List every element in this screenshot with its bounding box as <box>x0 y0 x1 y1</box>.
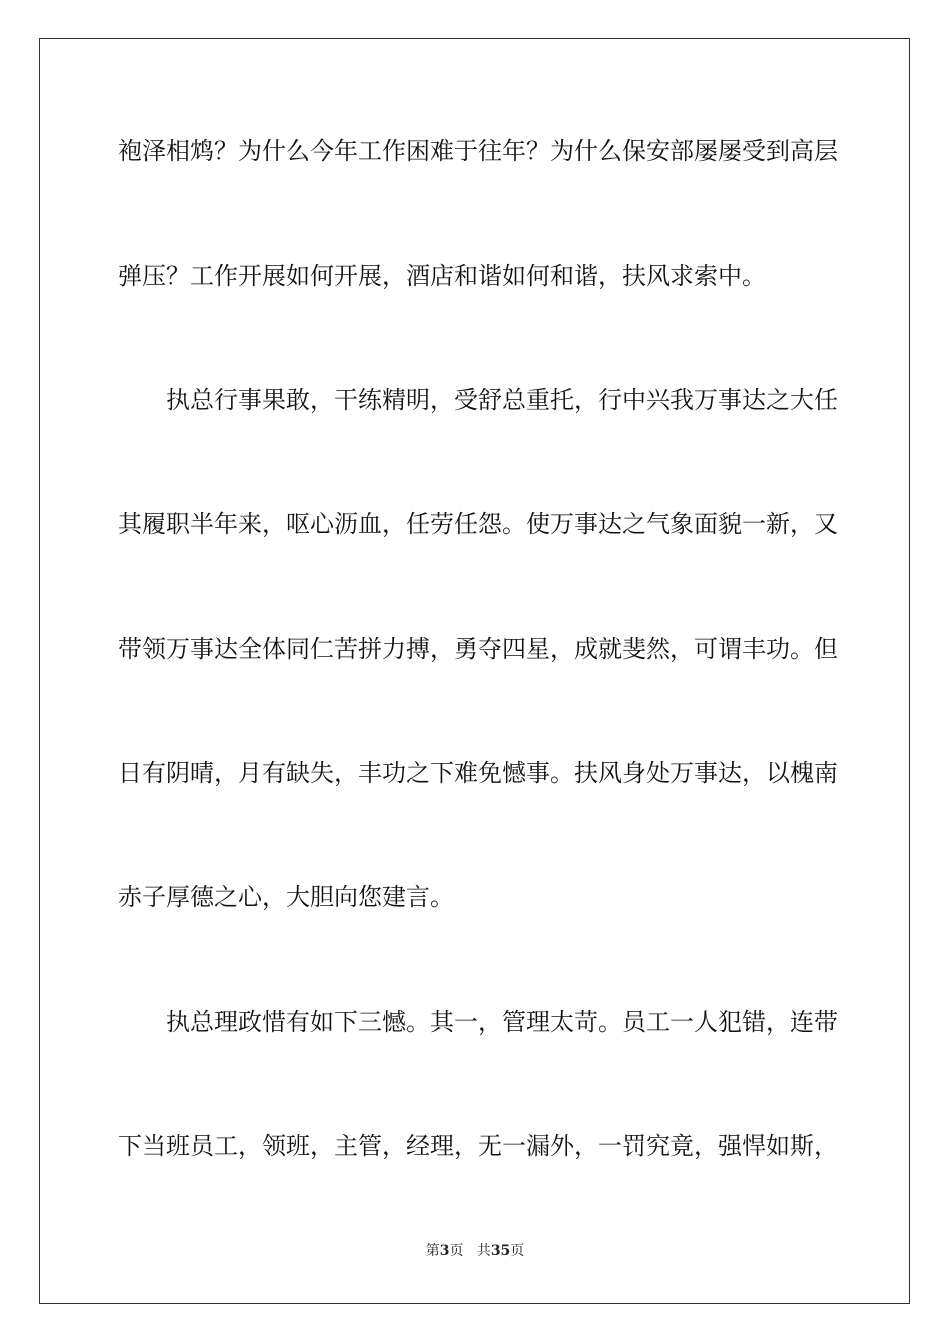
footer-total-pages: 35 <box>490 1243 511 1259</box>
footer-total-suffix: 页 <box>510 1243 525 1259</box>
footer-total-prefix: 共 <box>476 1243 491 1259</box>
footer-page-number: 3 <box>439 1243 450 1259</box>
text-line-7: 赤子厚德之心，大胆向您建言。 <box>118 883 454 911</box>
page-footer <box>0 1242 950 1260</box>
text-line-6: 日有阴晴，月有缺失，丰功之下难免憾事。扶风身处万事达，以槐南 <box>118 759 838 787</box>
footer-page-suffix: 页 <box>449 1243 464 1259</box>
text-line-5: 带领万事达全体同仁苦拼力搏，勇夺四星，成就斐然，可谓丰功。但 <box>118 635 838 663</box>
text-line-1: 袍泽相鸩？为什么今年工作困难于往年？为什么保安部屡屡受到高层 <box>118 137 838 165</box>
text-line-4: 其履职半年来，呕心沥血，任劳任怨。使万事达之气象面貌一新，又 <box>118 510 838 538</box>
text-line-2: 弹压？工作开展如何开展，酒店和谐如何和谐，扶风求索中。 <box>118 262 766 290</box>
text-line-9: 下当班员工，领班，主管，经理，无一漏外，一罚究竟，强悍如斯， <box>118 1132 838 1160</box>
text-line-8: 执总理政惜有如下三憾。其一，管理太苛。员工一人犯错，连带 <box>166 1008 838 1036</box>
footer-prefix: 第 <box>425 1243 440 1259</box>
page-border <box>39 38 910 1304</box>
text-line-3: 执总行事果敢，干练精明，受舒总重托，行中兴我万事达之大任 <box>166 386 838 414</box>
